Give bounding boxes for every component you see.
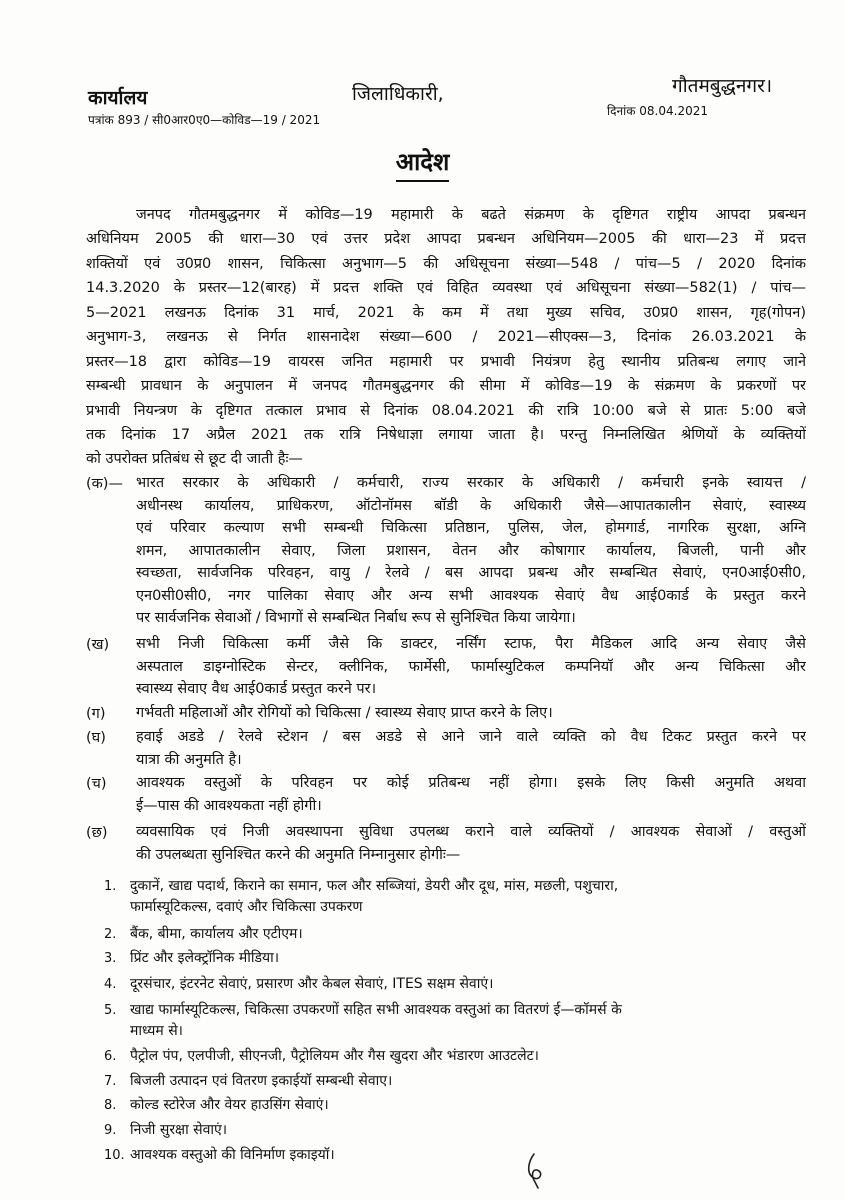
- item-number: 1.: [104, 879, 117, 894]
- item-number: 7.: [104, 1074, 117, 1089]
- exemption-marker: (घ): [86, 730, 106, 746]
- intro-line: अधिनियम 2005 की धारा—30 एवं उत्तर प्रदेश आपदा प्रबन्धन अधिनियम—2005 की धारा—23 में प्रदत्त: [86, 231, 806, 248]
- numbered-line: बिजली उत्पादन एवं वितरण इकाईयॉ सम्बन्धी सेवाए।: [130, 1073, 393, 1089]
- intro-paragraph: [86, 203, 806, 472]
- exemption-line: की उपलब्धता सुनिश्चित करने की अनुमति निम्नानुसार होगीः—: [136, 846, 461, 863]
- exemption-line: स्वास्थ्य सेवाए वैध आई0कार्ड प्रस्तुत करने पर।: [136, 681, 377, 697]
- numbered-line: निजी सुरक्षा सेवाएं।: [130, 1122, 228, 1138]
- item-number: 4.: [104, 977, 117, 992]
- exemption-line: स्वच्छता, सार्वजनिक परिवहन, वायु / रेलवे / बस आपदा प्रबन्ध और सम्बन्धित सेवाएं, एन0आई0सी0,: [136, 565, 806, 581]
- item-number: 8.: [104, 1098, 117, 1113]
- exemption-marker: (च): [86, 776, 107, 792]
- numbered-line: कोल्ड स्टोरेज और वेयर हाउसिंग सेवाएं।: [130, 1097, 329, 1113]
- intro-line: तक दिनांक 17 अप्रैल 2021 तक रात्रि निषेधाज्ञा लगाया जाता है। परन्तु निम्नलिखित श्रेणियों के व्यक्तियों: [86, 426, 806, 443]
- exemption-marker: (क)—: [86, 476, 123, 492]
- city-label: गौतमबुद्धनगर।: [672, 75, 773, 97]
- item-number: 2.: [104, 927, 117, 942]
- intro-line: 5—2021 लखनऊ दिनांक 31 मार्च, 2021 के कम में तथा मुख्य सचिव, उ0प्र0 शासन, गृह(गोपन): [86, 304, 806, 321]
- exemption-line: पर सार्वजनिक सेवाओं / विभागों से सम्बन्धित निर्बाध रूप से सुनिश्चित किया जायेगा।: [136, 610, 576, 626]
- exemption-line: गर्भवती महिलाओं और रोगियों को चिकित्सा / स्वास्थ्य सेवाए प्राप्त करने के लिए।: [136, 705, 553, 721]
- numbered-line: फार्मास्यूटिकल्स, दवाएं और चिकित्सा उपकरण: [130, 899, 363, 915]
- order-date: दिनांक 08.04.2021: [607, 104, 708, 118]
- exemption-line: यात्रा की अनुमति है।: [136, 751, 242, 768]
- numbered-line: माध्यम से।: [130, 1023, 183, 1039]
- signature-mark: [522, 1152, 552, 1190]
- order-title: आदेश: [396, 145, 450, 182]
- exemption-line: हवाई अडडे / रेलवे स्टेशन / बस अडडे से आने जाने वाले व्यक्ति को वैध टिकट प्रस्तुत करने पर: [136, 729, 806, 745]
- exemption-line: शमन, आपातकालीन सेवाए, जिला प्रशासन, वेतन और कोषागार कार्यालय, बिजली, पानी और: [136, 542, 806, 559]
- numbered-line: बैंक, बीमा, कार्यालय और एटीएम।: [130, 926, 303, 942]
- numbered-line: दुकानें, खाद्य पदार्थ, किराने का समान, फल और सब्जियां, डेयरी और दूध, मांस, मछली, पशुचारा,: [130, 878, 619, 894]
- intro-line: को उपरोक्त प्रतिबंध से छूट दी जाती हैः—: [86, 451, 303, 468]
- intro-line: जनपद गौतमबुद्धनगर में कोविड—19 महामारी के बढते संक्रमण के दृष्टिगत राष्ट्रीय आपदा प्रबन्धन: [136, 207, 806, 223]
- item-number: 9.: [104, 1123, 117, 1138]
- intro-line: अनुभाग-3, लखनऊ से निर्गत शासनादेश संख्या—600 / 2021—सीएक्स—3, दिनांक 26.03.2021 के: [86, 329, 806, 346]
- exemption-line: भारत सरकार के अधिकारी / कर्मचारी, राज्य सरकार के अधिकारी / कर्मचारी इनके स्वायत्त /: [136, 475, 806, 491]
- item-number: 10.: [104, 1148, 125, 1163]
- reference-number: पत्रांक 893 / सी0आर0ए0—कोविड—19 / 2021: [88, 113, 321, 127]
- authority-label: जिलाधिकारी,: [352, 83, 444, 105]
- exemption-marker: (ग): [86, 706, 106, 722]
- numbered-line: दूरसंचार, इंटरनेट सेवाएं, प्रसारण और केबल सेवाएं, ITES सक्षम सेवाएं।: [130, 976, 494, 992]
- exemption-line: आवश्यक वस्तुओं के परिवहन पर कोई प्रतिबन्ध नहीं होगा। इसके लिए किसी अनुमति अथवा: [136, 775, 806, 791]
- exemption-line: व्यवसायिक एवं निजी अवस्थापना सुविधा उपलब्ध कराने वाले व्यक्तियों / आवश्यक सेवाओं / वस्तुओं: [136, 824, 806, 840]
- numbered-line: आवश्यक वस्तुओ की विनिर्माण इकाइयॉ।: [130, 1147, 335, 1163]
- numbered-line: खाद्य फार्मास्यूटिकल्स, चिकित्सा उपकरणों सहित सभी आवश्यक वस्तुआं का वितरणं ई—कॉमर्स के: [130, 1002, 622, 1018]
- numbered-line: पैट्रोल पंप, एलपीजी, सीएनजी, पैट्रोलियम और गैस खुदरा और भंडारण आउटलेट।: [130, 1048, 539, 1064]
- exemption-marker: (छ): [86, 825, 108, 841]
- item-number: 6.: [104, 1049, 117, 1064]
- exemption-line: अस्पताल डाइग्नोस्टिक सेन्टर, क्लीनिक, फार्मेसी, फार्मास्युटिकल कम्पनियॉ और अन्य चिकित्सा और: [136, 658, 806, 675]
- item-number: 3.: [104, 951, 117, 966]
- exemption-line: एन0सी0सी0, नगर पालिका सेवाए और अन्य सभी आवश्यक सेवाएं वैध आई0कार्ड के प्रस्तुत करने: [136, 587, 806, 604]
- numbered-line: प्रिंट और इलेक्ट्रॉनिक मीडिया।: [130, 950, 280, 966]
- intro-line: शक्तियों एवं उ0प्र0 शासन, चिकित्सा अनुभाग—5 की अधिसूचना संख्या—548 / पांच—5 / 2020 दिनांक: [86, 255, 806, 272]
- exemption-line: ई—पास की आवश्यकता नहीं होगी।: [136, 797, 322, 814]
- exemption-line: अधीनस्थ कार्यालय, प्राधिकरण, ऑटोनॉमस बॉडी के अधिकारी जैसे—आपातकालीन सेवाएं, स्वास्थ्य: [136, 497, 806, 514]
- intro-line: प्रभावी नियन्त्रण के दृष्टिगत तत्काल प्रभाव से दिनांक 08.04.2021 की रात्रि 10:00 बजे से प्रातः 5:00 बजे: [86, 402, 806, 419]
- intro-line: प्रस्तर—18 द्वारा कोविड—19 वायरस जनित महामारी पर प्रभावी नियंत्रण हेतु स्थानीय प्रतिबन्ध लगाए जाने: [86, 353, 806, 370]
- intro-line: 14.3.2020 के प्रस्तर—12(बारह) में प्रदत्त शक्ति एवं विहित व्यवस्था एवं अधिसूचना संख्या—582(1) / पांच—: [86, 280, 806, 297]
- exemption-marker: (ख): [86, 637, 110, 653]
- intro-line: सम्बन्धी प्रावधान के अनुपालन में जनपद गौतमबुद्धनगर की सीमा में कोविड—19 के संक्रमण के प्रकरणों पर: [86, 378, 806, 395]
- office-label: कार्यालय: [88, 87, 148, 109]
- title-wrap: [0, 145, 845, 182]
- item-number: 5.: [104, 1003, 117, 1018]
- exemption-line: एवं परिवार कल्याण सभी सम्बन्धी चिकित्सा प्रतिष्ठान, पुलिस, जेल, होमगार्ड, नागरिक सुरक्षा, अग्नि: [136, 520, 806, 536]
- exemption-line: सभी निजी चिकित्सा कर्मी जैसे कि डाक्टर, नर्सिंग स्टाफ, पैरा मैडिकल आदि अन्य सेवाए जैसे: [136, 636, 806, 652]
